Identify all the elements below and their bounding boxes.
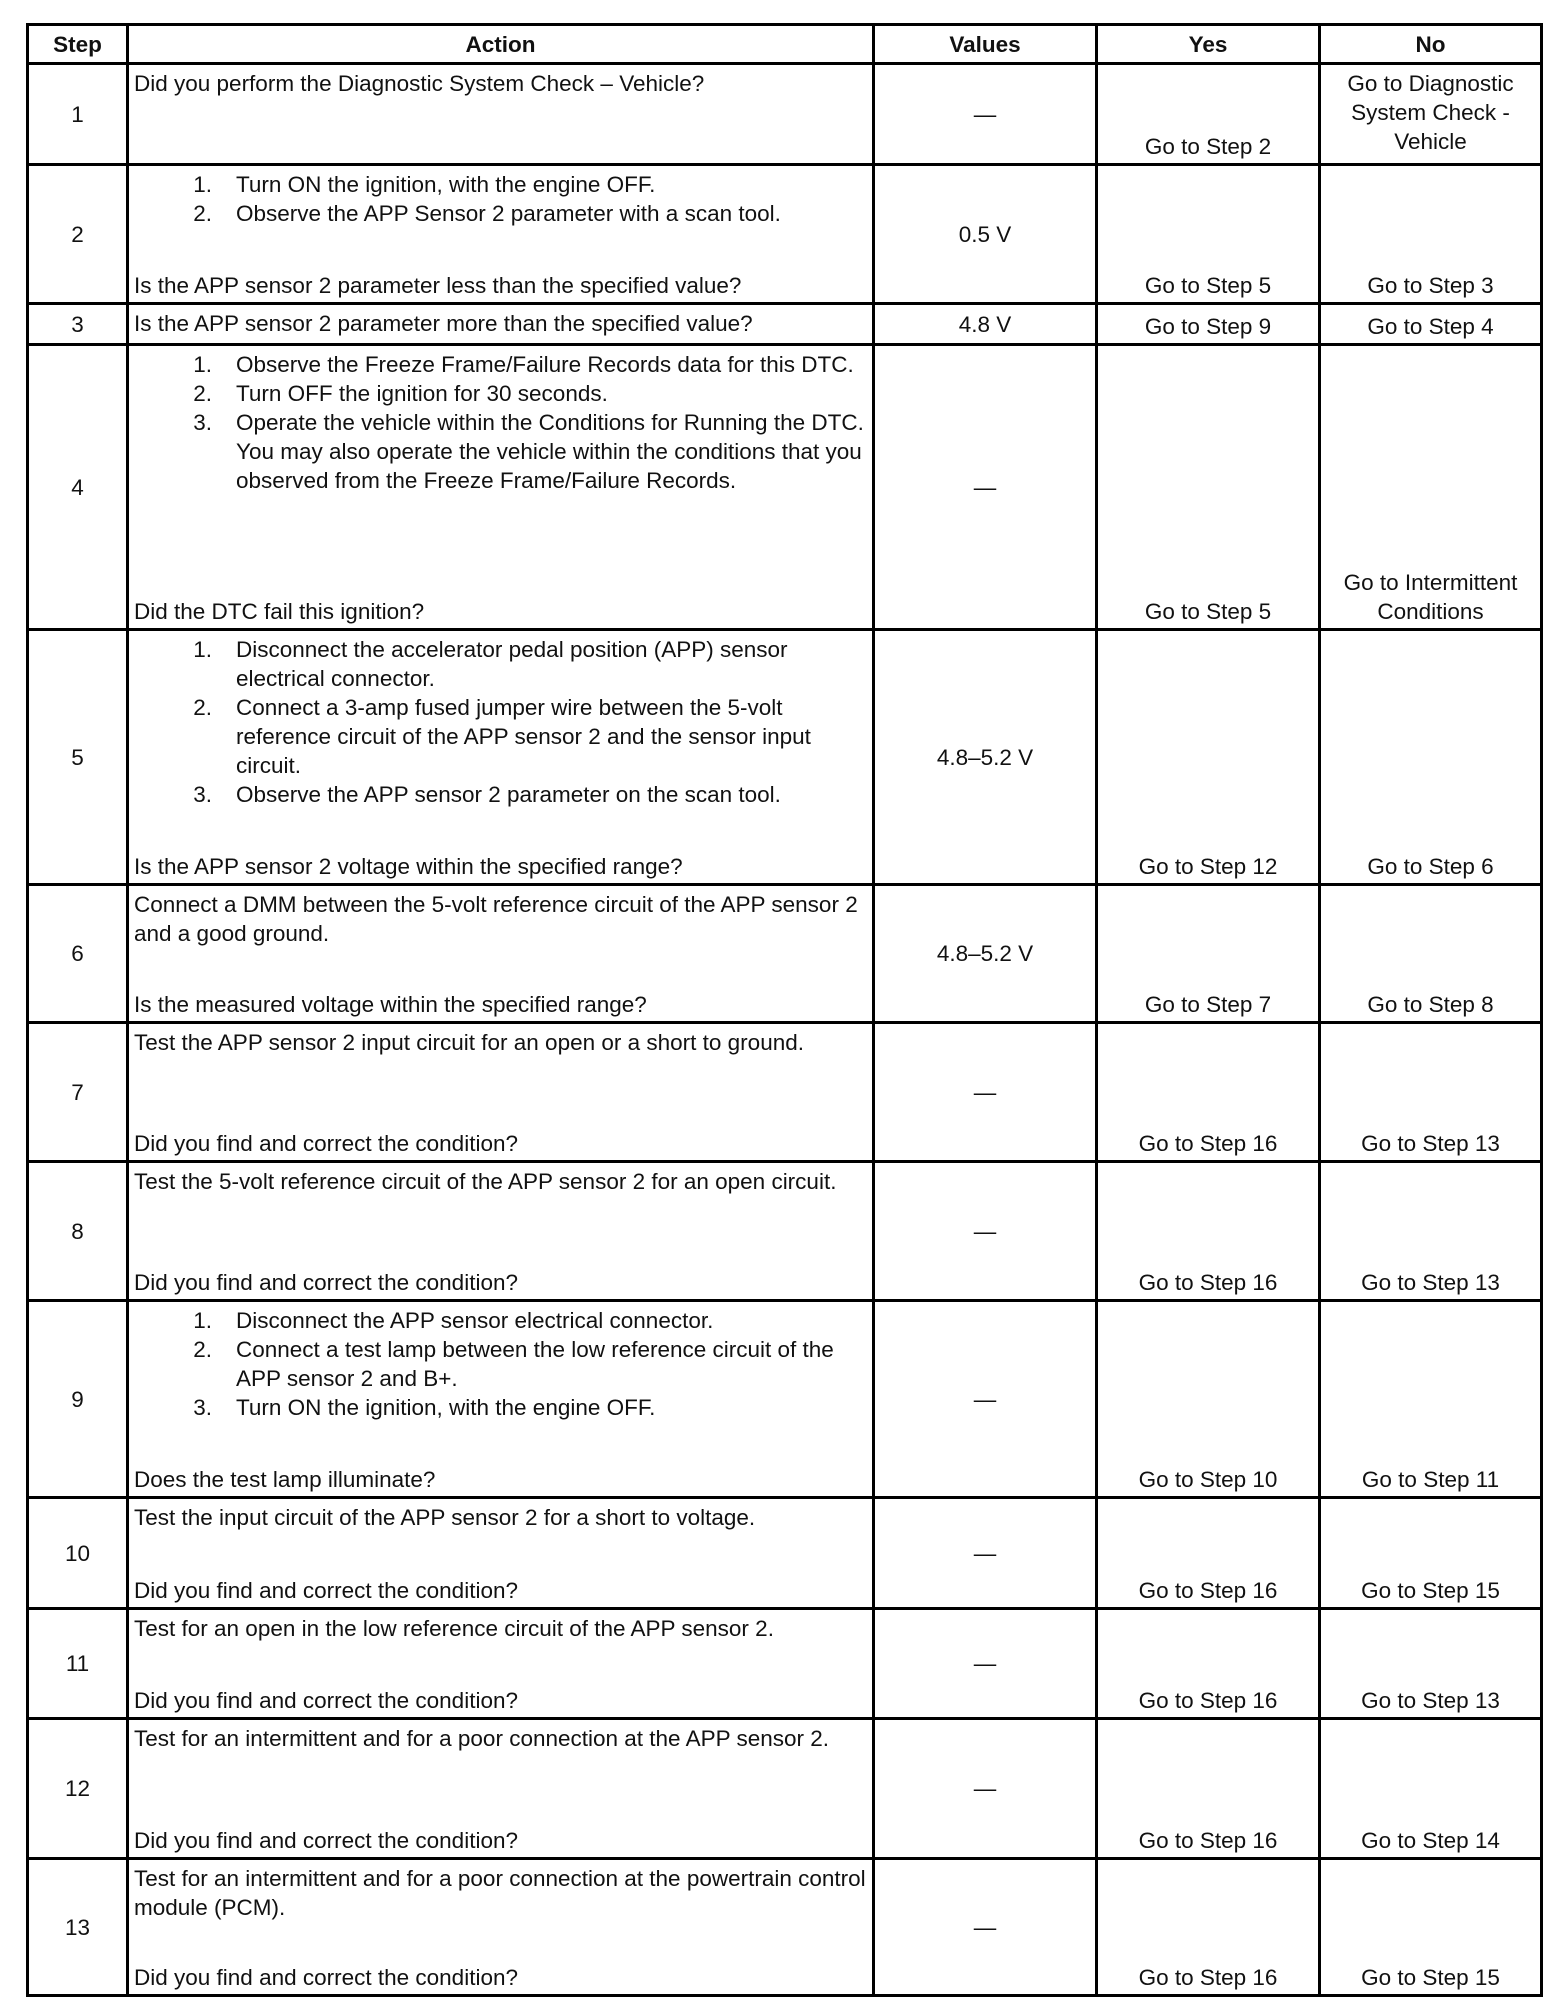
table-row bbox=[28, 1859, 1542, 1996]
step-text: Connect a test lamp between the low reference circuit of the APP sensor 2 and B+. bbox=[236, 1337, 834, 1391]
no-cell: Go to Step 15 bbox=[1320, 1498, 1542, 1609]
table-row bbox=[28, 885, 1542, 1023]
action-question: Did you find and correct the condition? bbox=[134, 1578, 518, 1603]
yes-cell: Go to Step 5 bbox=[1097, 165, 1320, 304]
yes-cell: Go to Step 16 bbox=[1097, 1609, 1320, 1719]
action-step-item bbox=[134, 408, 867, 495]
action-steps bbox=[134, 170, 867, 228]
action-text: Test for an intermittent and for a poor connection at the APP sensor 2. bbox=[134, 1726, 829, 1751]
yes-cell: Go to Step 5 bbox=[1097, 345, 1320, 630]
step-number: 2. bbox=[193, 1337, 212, 1362]
step-number: 1. bbox=[193, 352, 212, 377]
step-number: 3. bbox=[193, 1395, 212, 1420]
yes-cell: Go to Step 16 bbox=[1097, 1859, 1320, 1996]
values-cell: — bbox=[874, 345, 1097, 630]
yes-cell: Go to Step 16 bbox=[1097, 1719, 1320, 1859]
step-text: Operate the vehicle within the Conditions for Running the DTC. You may also operate the vehicle within the conditions that you observed from the Freeze Frame/Failure Records. bbox=[236, 410, 864, 493]
action-question: Did you find and correct the condition? bbox=[134, 1965, 518, 1990]
step-cell: 11 bbox=[28, 1609, 128, 1719]
values-cell: — bbox=[874, 1162, 1097, 1301]
action-question: Is the APP sensor 2 voltage within the specified range? bbox=[134, 854, 683, 879]
action-cell bbox=[128, 345, 874, 630]
step-number: 3. bbox=[193, 410, 212, 435]
action-question: Is the APP sensor 2 parameter less than the specified value? bbox=[134, 273, 742, 298]
step-text: Turn OFF the ignition for 30 seconds. bbox=[236, 381, 608, 406]
action-text: Test the 5-volt reference circuit of the APP sensor 2 for an open circuit. bbox=[134, 1169, 837, 1194]
no-cell: Go to Step 6 bbox=[1320, 630, 1542, 885]
yes-cell: Go to Step 9 bbox=[1097, 304, 1320, 345]
action-question: Is the measured voltage within the specified range? bbox=[134, 992, 647, 1017]
yes-cell: Go to Step 7 bbox=[1097, 885, 1320, 1023]
header-step: Step bbox=[28, 25, 128, 64]
table-row bbox=[28, 1719, 1542, 1859]
action-text: Did you perform the Diagnostic System Check – Vehicle? bbox=[134, 71, 705, 96]
action-question: Did you find and correct the condition? bbox=[134, 1131, 518, 1156]
step-cell: 13 bbox=[28, 1859, 128, 1996]
action-step-item bbox=[134, 780, 867, 809]
action-cell bbox=[128, 1023, 874, 1162]
action-cell bbox=[128, 165, 874, 304]
no-cell: Go to Step 13 bbox=[1320, 1162, 1542, 1301]
action-steps bbox=[134, 1306, 867, 1422]
step-text: Connect a 3-amp fused jumper wire between the 5-volt reference circuit of the APP sensor 2 and the sensor input circuit. bbox=[236, 695, 811, 778]
no-cell: Go to Step 14 bbox=[1320, 1719, 1542, 1859]
diagnostic-table bbox=[26, 23, 1543, 1997]
action-text: Test for an open in the low reference circuit of the APP sensor 2. bbox=[134, 1616, 774, 1641]
no-cell: Go to Step 8 bbox=[1320, 885, 1542, 1023]
step-text: Turn ON the ignition, with the engine OFF. bbox=[236, 1395, 656, 1420]
action-text: Test for an intermittent and for a poor connection at the powertrain control module (PCM). bbox=[134, 1866, 866, 1920]
step-cell: 7 bbox=[28, 1023, 128, 1162]
step-number: 1. bbox=[193, 637, 212, 662]
table-row bbox=[28, 630, 1542, 885]
values-cell: — bbox=[874, 1859, 1097, 1996]
step-text: Observe the Freeze Frame/Failure Records data for this DTC. bbox=[236, 352, 854, 377]
values-cell: 4.8–5.2 V bbox=[874, 885, 1097, 1023]
action-cell bbox=[128, 1301, 874, 1498]
action-cell bbox=[128, 64, 874, 165]
table-row bbox=[28, 1498, 1542, 1609]
action-question: Did you find and correct the condition? bbox=[134, 1688, 518, 1713]
step-cell: 12 bbox=[28, 1719, 128, 1859]
step-cell: 9 bbox=[28, 1301, 128, 1498]
values-cell: — bbox=[874, 1609, 1097, 1719]
step-cell: 2 bbox=[28, 165, 128, 304]
action-step-item bbox=[134, 379, 867, 408]
action-question: Did the DTC fail this ignition? bbox=[134, 599, 425, 624]
values-cell: — bbox=[874, 1301, 1097, 1498]
step-text: Observe the APP sensor 2 parameter on the scan tool. bbox=[236, 782, 781, 807]
table-row bbox=[28, 165, 1542, 304]
step-number: 1. bbox=[193, 172, 212, 197]
table-row bbox=[28, 345, 1542, 630]
step-text: Disconnect the APP sensor electrical connector. bbox=[236, 1308, 714, 1333]
action-cell bbox=[128, 1719, 874, 1859]
action-text: Test the APP sensor 2 input circuit for an open or a short to ground. bbox=[134, 1030, 804, 1055]
action-text: Connect a DMM between the 5-volt reference circuit of the APP sensor 2 and a good ground. bbox=[134, 892, 858, 946]
action-step-item bbox=[134, 1335, 867, 1393]
action-step-item bbox=[134, 350, 867, 379]
yes-cell: Go to Step 12 bbox=[1097, 630, 1320, 885]
yes-cell: Go to Step 16 bbox=[1097, 1162, 1320, 1301]
no-cell: Go to Diagnostic System Check - Vehicle bbox=[1320, 64, 1542, 165]
no-cell: Go to Intermittent Conditions bbox=[1320, 345, 1542, 630]
action-step-item bbox=[134, 1306, 867, 1335]
action-cell bbox=[128, 1498, 874, 1609]
action-step-item bbox=[134, 693, 867, 780]
action-text: Is the APP sensor 2 parameter more than the specified value? bbox=[134, 311, 753, 336]
action-cell bbox=[128, 1609, 874, 1719]
values-cell: 4.8 V bbox=[874, 304, 1097, 345]
values-cell: — bbox=[874, 1719, 1097, 1859]
action-step-item bbox=[134, 1393, 867, 1422]
no-cell: Go to Step 3 bbox=[1320, 165, 1542, 304]
step-number: 3. bbox=[193, 782, 212, 807]
no-cell: Go to Step 13 bbox=[1320, 1023, 1542, 1162]
action-step-item bbox=[134, 635, 867, 693]
yes-cell: Go to Step 16 bbox=[1097, 1498, 1320, 1609]
step-cell: 5 bbox=[28, 630, 128, 885]
table-row bbox=[28, 304, 1542, 345]
action-cell bbox=[128, 304, 874, 345]
values-cell: — bbox=[874, 1023, 1097, 1162]
action-question: Did you find and correct the condition? bbox=[134, 1828, 518, 1853]
step-number: 2. bbox=[193, 201, 212, 226]
table-row bbox=[28, 1162, 1542, 1301]
no-cell: Go to Step 13 bbox=[1320, 1609, 1542, 1719]
step-cell: 8 bbox=[28, 1162, 128, 1301]
action-cell bbox=[128, 630, 874, 885]
table-row bbox=[28, 1301, 1542, 1498]
action-steps bbox=[134, 350, 867, 495]
header-yes: Yes bbox=[1097, 25, 1320, 64]
header-values: Values bbox=[874, 25, 1097, 64]
action-cell bbox=[128, 1859, 874, 1996]
action-question: Does the test lamp illuminate? bbox=[134, 1467, 436, 1492]
table-row bbox=[28, 1023, 1542, 1162]
action-step-item bbox=[134, 199, 867, 228]
step-text: Disconnect the accelerator pedal position (APP) sensor electrical connector. bbox=[236, 637, 788, 691]
action-cell bbox=[128, 885, 874, 1023]
values-cell: 4.8–5.2 V bbox=[874, 630, 1097, 885]
step-text: Turn ON the ignition, with the engine OFF. bbox=[236, 172, 656, 197]
step-cell: 4 bbox=[28, 345, 128, 630]
step-number: 2. bbox=[193, 695, 212, 720]
step-cell: 6 bbox=[28, 885, 128, 1023]
values-cell: — bbox=[874, 64, 1097, 165]
yes-cell: Go to Step 16 bbox=[1097, 1023, 1320, 1162]
values-cell: — bbox=[874, 1498, 1097, 1609]
yes-cell: Go to Step 10 bbox=[1097, 1301, 1320, 1498]
no-cell: Go to Step 11 bbox=[1320, 1301, 1542, 1498]
header-row bbox=[28, 25, 1542, 64]
header-no: No bbox=[1320, 25, 1542, 64]
action-step-item bbox=[134, 170, 867, 199]
yes-cell: Go to Step 2 bbox=[1097, 64, 1320, 165]
header-action: Action bbox=[128, 25, 874, 64]
action-text: Test the input circuit of the APP sensor 2 for a short to voltage. bbox=[134, 1505, 756, 1530]
step-number: 2. bbox=[193, 381, 212, 406]
action-cell bbox=[128, 1162, 874, 1301]
action-question: Did you find and correct the condition? bbox=[134, 1270, 518, 1295]
step-cell: 10 bbox=[28, 1498, 128, 1609]
table-row bbox=[28, 64, 1542, 165]
step-text: Observe the APP Sensor 2 parameter with a scan tool. bbox=[236, 201, 781, 226]
step-number: 1. bbox=[193, 1308, 212, 1333]
table-row bbox=[28, 1609, 1542, 1719]
values-cell: 0.5 V bbox=[874, 165, 1097, 304]
no-cell: Go to Step 15 bbox=[1320, 1859, 1542, 1996]
no-cell: Go to Step 4 bbox=[1320, 304, 1542, 345]
step-cell: 3 bbox=[28, 304, 128, 345]
action-steps bbox=[134, 635, 867, 809]
step-cell: 1 bbox=[28, 64, 128, 165]
